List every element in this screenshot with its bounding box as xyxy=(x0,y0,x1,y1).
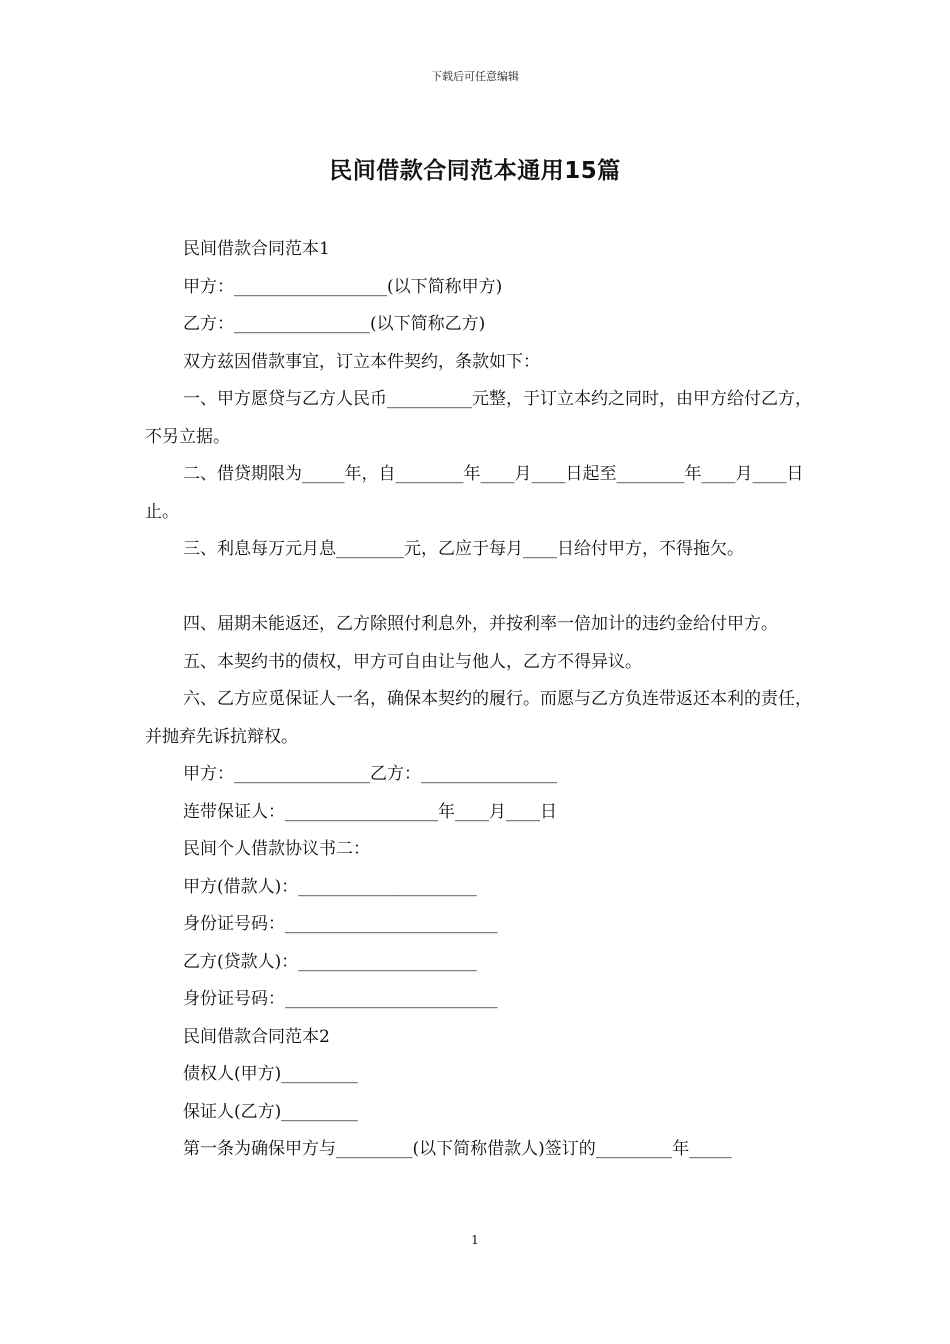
id-number-line: 身份证号码：_________________________ xyxy=(183,914,498,934)
intro-paragraph: 双方兹因借款事宜，订立本件契约，条款如下： xyxy=(183,351,540,372)
document-title: 民间借款合同范本通用15篇 xyxy=(329,158,621,184)
creditor-line: 债权人(甲方)_________ xyxy=(183,1064,358,1084)
guarantor-party-line: 保证人(乙方)_________ xyxy=(183,1101,358,1122)
clause-2: 二、借贷期限为_____年，自________年____月____日起至________年____月____日止。 xyxy=(145,464,804,522)
clause-1: 一、甲方愿贷与乙方人民币__________元整，于订立本约之同时，由甲方给付乙方，不另立据。 xyxy=(145,389,812,447)
page-number: 1 xyxy=(471,1233,479,1247)
clause-4: 四、届期未能返还，乙方除照付利息外，并按利率一倍加计的违约金给付甲方。 xyxy=(183,614,778,634)
document-body xyxy=(145,231,815,1169)
signature-line: 甲方：________________乙方：________________ xyxy=(183,764,557,784)
id-number-line: 身份证号码：_________________________ xyxy=(183,989,498,1009)
lender-line: 乙方(贷款人)：_____________________ xyxy=(183,951,477,972)
section-heading: 民间借款合同范本1 xyxy=(183,239,330,259)
blank-line xyxy=(145,569,815,607)
party-a-line: 甲方：__________________(以下简称甲方) xyxy=(183,276,503,297)
section-heading: 民间借款合同范本2 xyxy=(183,1026,330,1047)
clause-3: 三、利息每万元月息________元，乙应于每月____日给付甲方，不得拖欠。 xyxy=(183,539,744,559)
section-heading: 民间个人借款协议书二： xyxy=(183,839,370,859)
borrower-line: 甲方(借款人)：_____________________ xyxy=(183,876,477,897)
clause-5: 五、本契约书的债权，甲方可自由让与他人，乙方不得异议。 xyxy=(183,651,642,672)
guarantor-line: 连带保证人：__________________年____月____日 xyxy=(183,801,557,822)
header-note: 下载后可任意编辑 xyxy=(431,70,519,83)
article-1: 第一条为确保甲方与_________(以下简称借款人)签订的_________年_____ xyxy=(183,1139,732,1159)
party-b-line: 乙方：________________(以下简称乙方) xyxy=(183,314,486,334)
clause-6: 六、乙方应觅保证人一名，确保本契约的履行。而愿与乙方负连带返还本利的责任，并抛弃先诉抗辩权。 xyxy=(145,689,812,747)
